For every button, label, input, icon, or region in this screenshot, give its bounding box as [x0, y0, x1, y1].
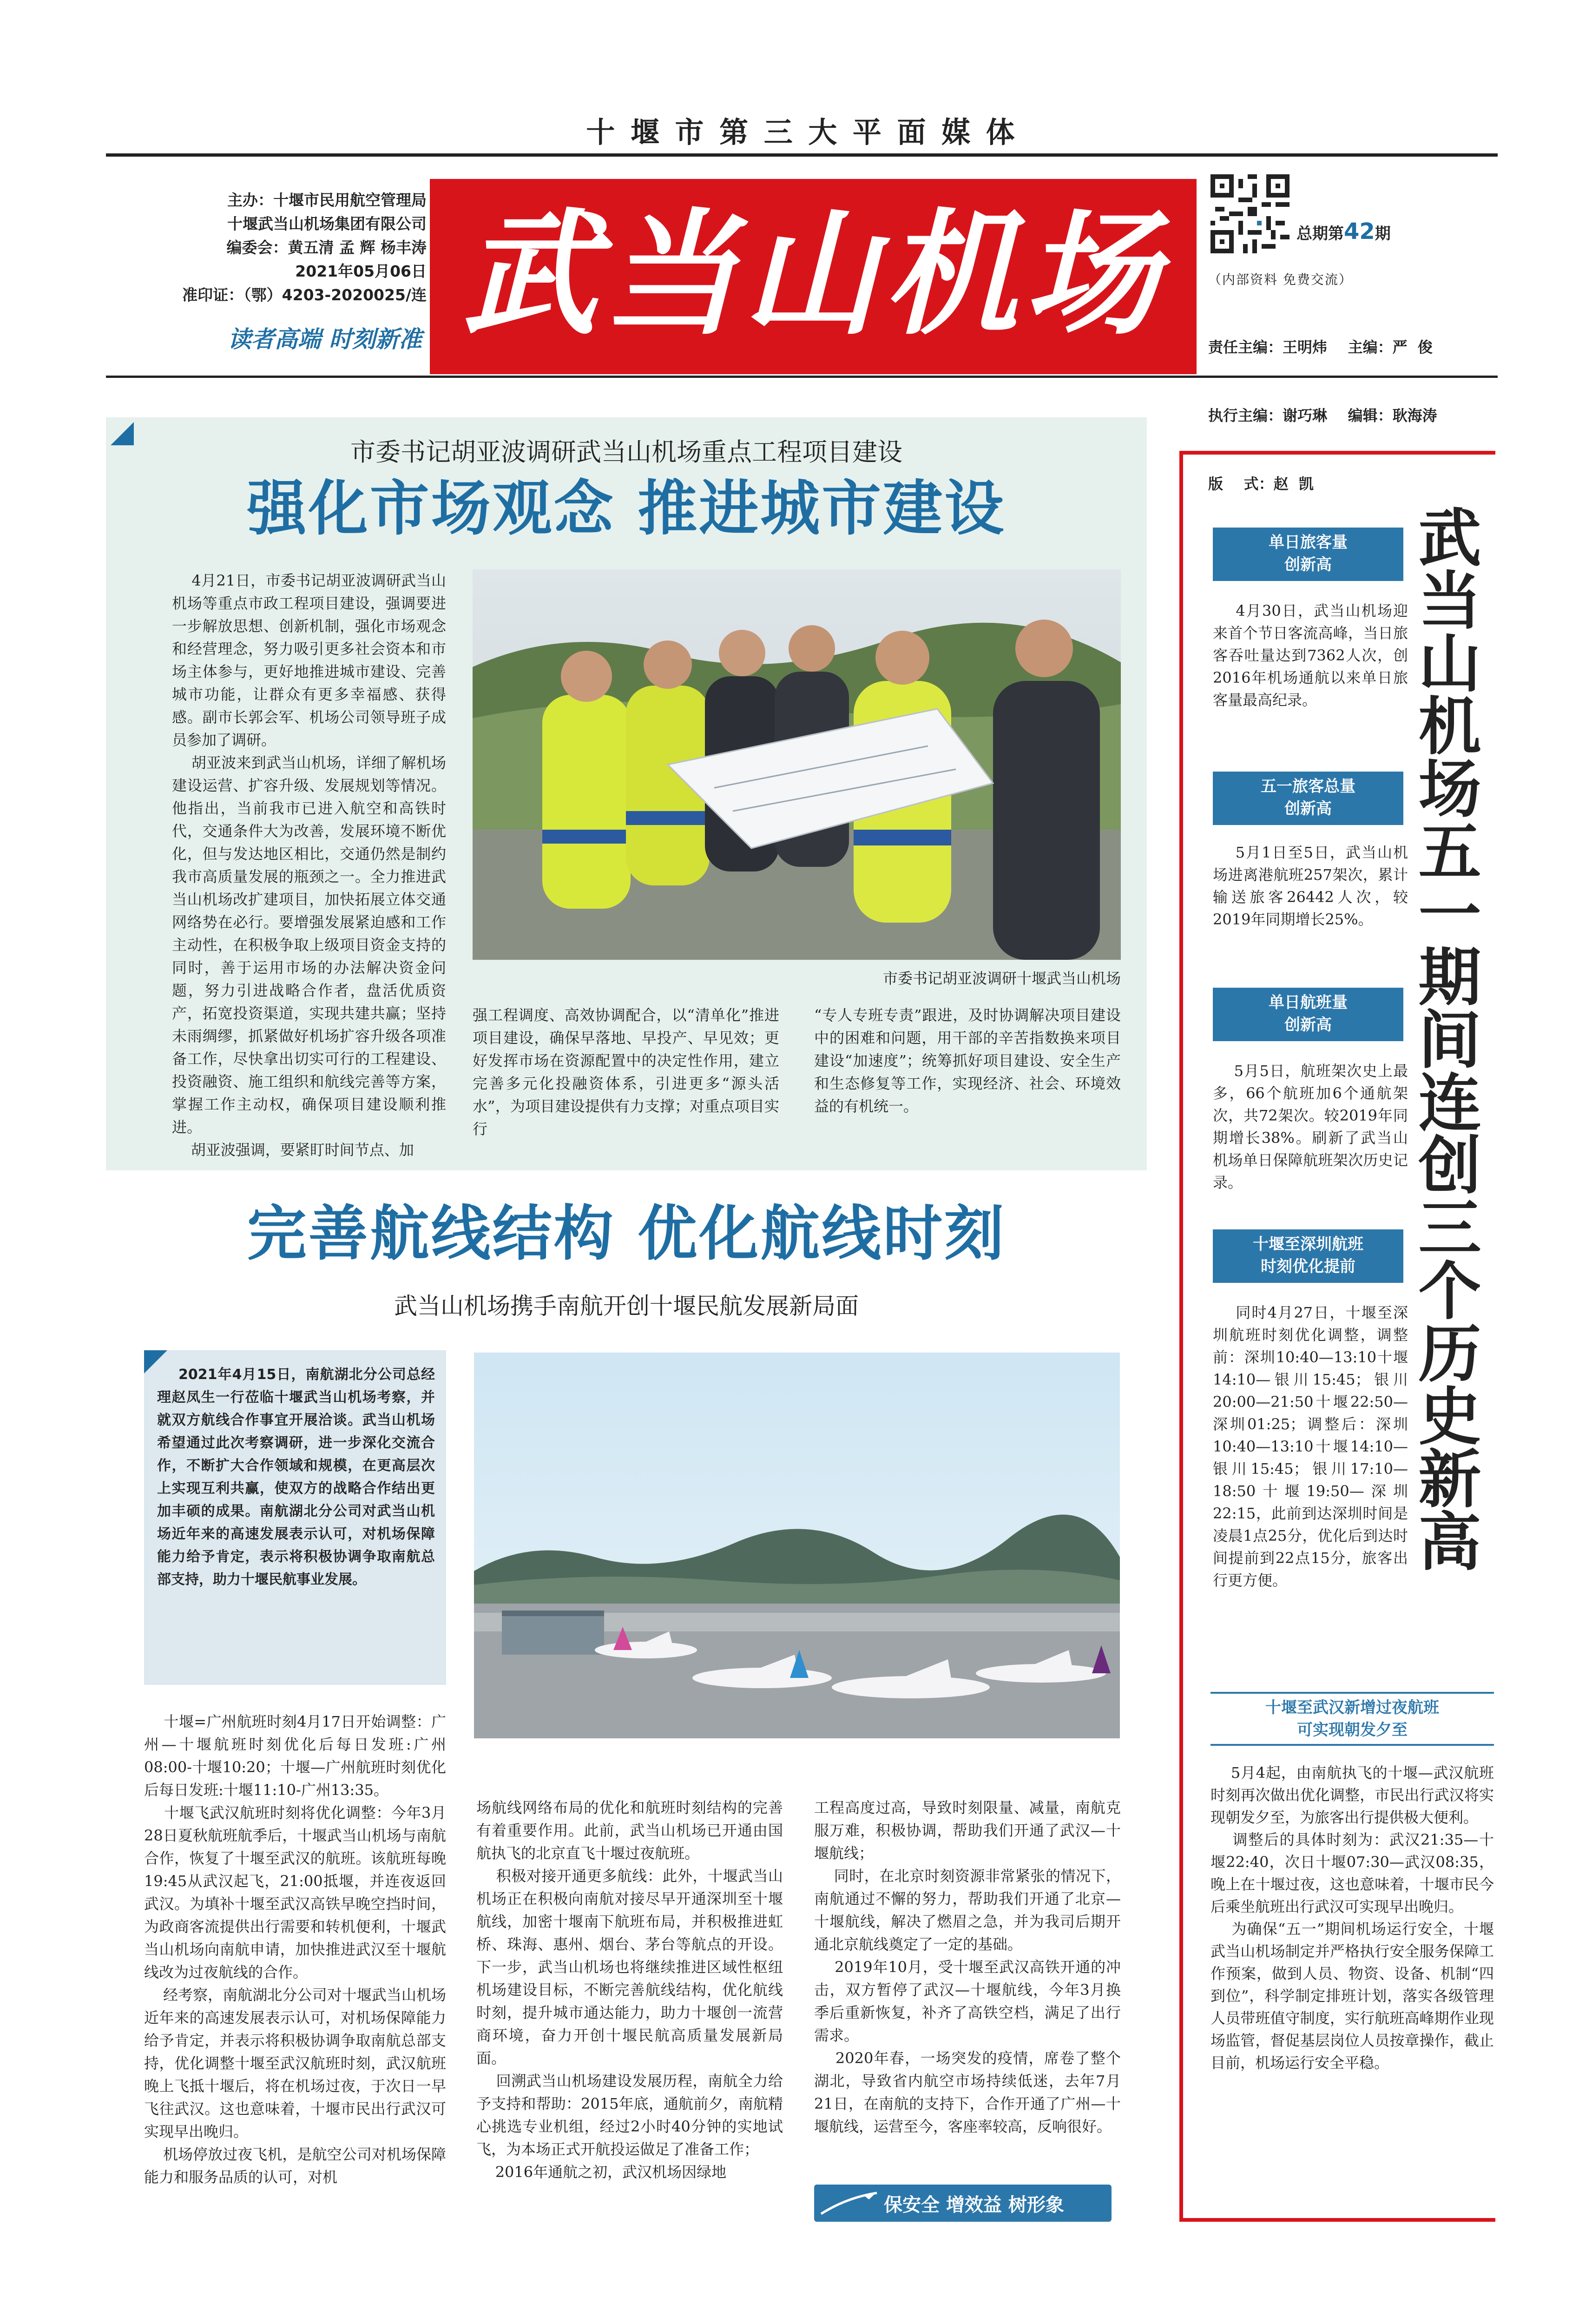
staff-line: 执行主编：谢巧琳 编辑：耿海涛 [1208, 407, 1437, 424]
sidebar-title-char: 三 [1418, 1191, 1481, 1265]
sidebar-section-head: 单日航班量 创新高 [1213, 988, 1403, 1041]
article2-banner [814, 2185, 1112, 2222]
masthead-slogan: 读者高端 时刻新准 [228, 326, 422, 353]
sidebar-title-char: 历 [1418, 1317, 1481, 1391]
article1-photo-caption: 市委书记胡亚波调研十堰武当山机场 [882, 970, 1121, 987]
sidebar-section-text: 5月1日至5日，武当山机场进离港航班257架次，累计输送旅客26442人次，较2019年同期增长25%。 [1213, 844, 1408, 928]
masthead-rule-top [106, 153, 1498, 157]
article1-photo [473, 569, 1121, 960]
editorial-committee: 编委会：黄五清 孟 辉 杨丰涛 [226, 238, 427, 257]
masthead-title: 武当山机场 [462, 195, 1164, 353]
sidebar-section-text: 5月5日，航班架次史上最多，66个航班加6个通航架次，共72架次。较2019年同期增长38%。刷新了武当山机场单日保障航班架次历史记录。 [1213, 1062, 1408, 1191]
article2-banner-text: 保安全 增效益 树形象 [884, 2194, 1064, 2216]
sidebar-section-text: 4月30日，武当山机场迎来首个节日客流高峰，当日旅客吞吐量达到7362人次，创2016年机场通航以来单日旅客量最高纪录。 [1213, 602, 1408, 709]
sidebar-title-char: 高 [1418, 1505, 1481, 1579]
sidebar-bottom-text: 5月4起，由南航执飞的十堰—武汉航班时刻再次做出优化调整，市民出行武汉将实现朝发夕至，为旅客出行提供极大便利。 调整后的具体时刻为：武汉21:35—十堰22:40，次日十堰07:30—武汉08:35，晚上在十堰过夜，这也意味着，十堰市民今后乘坐航班出行武汉可实现早出晚归。 为确保“五一”期间机场运行安全，十堰武当山机场制定并严格执行安全服务保障工作预案，做到人员、物资、设备、机制“四到位”，科学制定排班计划，落实各级管理人员带班值守制度，实行航班高峰期作业现场监管，督促基层岗位人员按章操作，截止目前，机场运行安全平稳。 [1210, 1764, 1494, 2072]
sidebar-title-char: 史 [1418, 1380, 1481, 1453]
publisher-line: 十堰武当山机场集团有限公司 [227, 215, 427, 233]
article2-col3: 工程高度过高，导致时刻限量、减量，南航克服万难，积极协调，帮助我们开通了武汉—十堰航线； 同时，在北京时刻资源非常紧张的情况下，南航通过不懈的努力，帮助我们开通了北京—十堰航线，解决了燃眉之急，并为我司后期开通北京航线奠定了一定的基础。 2019年10月，受十堰至武汉高铁开通的冲击，双方暂停了武汉—十堰航线，今年3月换季后重新恢复，补齐了高铁空档，满足了出行需求。 2020年春，一场突发的疫情，席卷了整个湖北，导致省内航空市场持续低迷，去年7月21日，在南航的支持下，合作开通了广州—十堰航线，运营至今，客座率较高，反响很好。 [814, 1799, 1121, 2135]
publish-date: 2021年05月06日 [295, 262, 427, 280]
sidebar-title-char: 新 [1418, 1442, 1481, 1516]
article2-col1: 十堰=广州航班时刻4月17日开始调整：广州—十堰航班时刻优化后每日发班:广州08:00-十堰10:20；十堰—广州航班时刻优化后每日发班:十堰11:10-广州13:35。 十堰飞武汉航班时刻将优化调整：今年3月28日夏秋航班航季后，十堰武当山机场与南航合作，恢复了十堰至武汉的航班。该航班每晚19:45从武汉起飞，21:00抵堰，并连夜返回武汉。为填补十堰至武汉高铁早晚空挡时间，为政商客流提供出行需要和转机便利，十堰武当山机场向南航申请，加快推进武汉至十堰航线改为过夜航线的合作。 经考察，南航湖北分公司对十堰武当山机场近年来的高速发展表示认可，对机场保障能力给予肯定，并表示将积极协调争取南航总部支持，优化调整十堰至武汉航班时刻，武汉航班晚上飞抵十堰后，将在机场过夜，于次日一早飞往武汉。这也意味着，十堰市民出行武汉可实现早出晚归。 机场停放过夜飞机，是航空公司对机场保障能力和服务品质的认可，对机 [144, 1713, 446, 2186]
article1-col3: “专人专班专责”跟进，及时协调解决项目建设中的困难和问题，用干部的辛苦指数换来项目建设“加速度”；统筹抓好项目建设、安全生产和生态修复等工作，实现经济、社会、环境效益的有机统一。 [814, 1006, 1121, 1115]
sidebar-vertical-title [1415, 501, 1485, 1579]
article2-lead-box [144, 1350, 446, 1685]
airplane-swoosh-icon [819, 2188, 879, 2218]
article2-subhead: 武当山机场携手南航开创十堰民航发展新局面 [394, 1293, 859, 1320]
sidebar-bottom-rule [1210, 1692, 1494, 1694]
masthead-tagline: 十 堰 市 第 三 大 平 面 媒 体 [586, 115, 1018, 149]
sidebar-bottom-rule [1210, 1744, 1494, 1746]
internal-note: （内部资料 免费交流） [1208, 272, 1353, 287]
article1-kicker: 市委书记胡亚波调研武当山机场重点工程项目建设 [350, 437, 902, 467]
permit-number: 准印证：（鄂）4203-2020025/连 [182, 286, 427, 304]
sidebar-title-char: 个 [1418, 1254, 1481, 1328]
sidebar-title-char: 山 [1418, 627, 1481, 700]
sidebar-title-char: 一 [1418, 878, 1481, 951]
sidebar-title-char: 间 [1418, 1003, 1481, 1077]
sidebar-section-head: 十堰至深圳航班 时刻优化提前 [1213, 1229, 1403, 1283]
sidebar-bottom-head: 十堰至武汉新增过夜航班 可实现朝发夕至 [1265, 1698, 1439, 1739]
sidebar-title-char: 武 [1418, 501, 1481, 575]
masthead-rule-bottom [106, 376, 1498, 378]
qr-code [1210, 174, 1289, 253]
article2-photo [474, 1353, 1120, 1738]
sidebar-title-char: 五 [1418, 815, 1481, 889]
sidebar-section-head: 单日旅客量 创新高 [1213, 528, 1403, 581]
article2-col2: 场航线网络布局的优化和航班时刻结构的完善有着重要作用。此前，武当山机场已开通由国航执飞的北京直飞十堰过夜航班。 积极对接开通更多航线：此外，十堰武当山机场正在积极向南航对接尽早开通深圳至十堰航线，加密十堰南下航班布局，并积极推进虹桥、珠海、惠州、烟台、茅台等航点的开设。下一步，武当山机场也将继续推进区域性枢纽机场建设目标，不断完善航线结构，优化航线时刻，提升城市通达能力，助力十堰创一流营商环境，奋力开创十堰民航高质量发展新局面。 回溯武当山机场建设发展历程，南航全力给予支持和帮助：2015年底，通航前夕，南航精心挑选专业机组，经过2小时40分钟的实地试飞，为本场正式开航投运做足了准备工作； 2016年通航之初，武汉机场因绿地 [476, 1799, 783, 2181]
sidebar-section-text: 同时4月27日，十堰至深圳航班时刻优化调整，调整前：深圳10:40—13:10十堰14:10—银川15:45；银川20:00—21:50十堰22:50—深圳01:25；调整后：深圳10:40—13:10十堰14:10—银川15:45；银川17:10—18:50十堰19:50—深圳22:15，此前到达深圳时间是凌晨1点25分，优化后到达时间提前到22点15分，旅客出行更方便。 [1213, 1304, 1408, 1589]
article1-col1: 4月21日，市委书记胡亚波调研武当山机场等重点市政工程项目建设，强调要进一步解放思想、创新机制，强化市场观念和经营理念，努力吸引更多社会资本和市场主体参与，更好地推进城市建设、完善城市功能，让群众有更多幸福感、获得感。副市长郭会军、机场公司领导班子成员参加了调研。 胡亚波来到武当山机场，详细了解机场建设运营、扩容升级、发展规划等情况。他指出，当前我市已进入航空和高铁时代，交通条件大为改善，发展环境不断优化，但与发达地区相比，交通仍然是制约我市高质量发展的瓶颈之一。全力推进武当山机场改扩建项目，加快拓展立体交通网络势在必行。要增强发展紧迫感和工作主动性，在积极争取上级项目资金支持的同时，善于运用市场的办法解决资金问题，努力引进战略合作者，盘活优质资产，拓宽投资渠道，实现共建共赢；坚持未雨绸缪，抓紧做好机场扩容升级各项准备工作，尽快拿出切实可行的工程建设、投资融资、施工组织和航线完善等方案，掌握工作主动权，确保项目建设顺利推进。 胡亚波强调，要紧盯时间节点、加 [172, 572, 446, 1159]
article2-lead: 2021年4月15日，南航湖北分公司总经理赵凤生一行莅临十堰武当山机场考察，并就双方航线合作事宜开展洽谈。武当山机场希望通过此次考察调研，进一步深化交流合作，不断扩大合作领域和规模，在更高层次上实现互利共赢，使双方的战略合作结出更加丰硕的成果。南航湖北分公司对武当山机场近年来的高速发展表示认可，对机场保障能力给予肯定，表示将积极协调争取南航总部支持，助力十堰民航事业发展。 [157, 1367, 435, 1588]
sidebar-title-char: 场 [1418, 752, 1481, 826]
staff-line: 版 式：赵 凯 [1208, 475, 1314, 493]
article1-col2: 强工程调度、高效协调配合，以“清单化”推进项目建设，确保早落地、早投产、早见效；更好发挥市场在资源配置中的决定性作用，建立完善多元化投融资体系，引进更多“源头活水”，为项目建设提供有力支撑；对重点项目实行 [473, 1006, 779, 1138]
issue-number: 总期第42期 [1296, 218, 1391, 244]
sidebar-title-char: 连 [1418, 1066, 1481, 1140]
sidebar-title-char: 创 [1418, 1129, 1481, 1202]
sidebar-title-char: 当 [1418, 564, 1481, 638]
article2-headline: 完善航线结构 优化航线时刻 [247, 1199, 1006, 1268]
sidebar-title-char: 机 [1418, 689, 1481, 763]
masthead-title-block [430, 179, 1197, 374]
article1-headline: 强化市场观念 推进城市建设 [247, 474, 1006, 543]
sidebar-title-char: 期 [1418, 940, 1481, 1014]
masthead-left-info [106, 188, 427, 307]
staff-line: 责任主编：王明炜 主编：严 俊 [1208, 338, 1433, 356]
publisher-line: 主办：十堰市民用航空管理局 [227, 191, 427, 209]
sidebar-section-head: 五一旅客总量 创新高 [1213, 772, 1403, 825]
issue-number-value: 42 [1344, 218, 1375, 244]
sidebar-vertical-title-text [1415, 501, 1485, 1579]
